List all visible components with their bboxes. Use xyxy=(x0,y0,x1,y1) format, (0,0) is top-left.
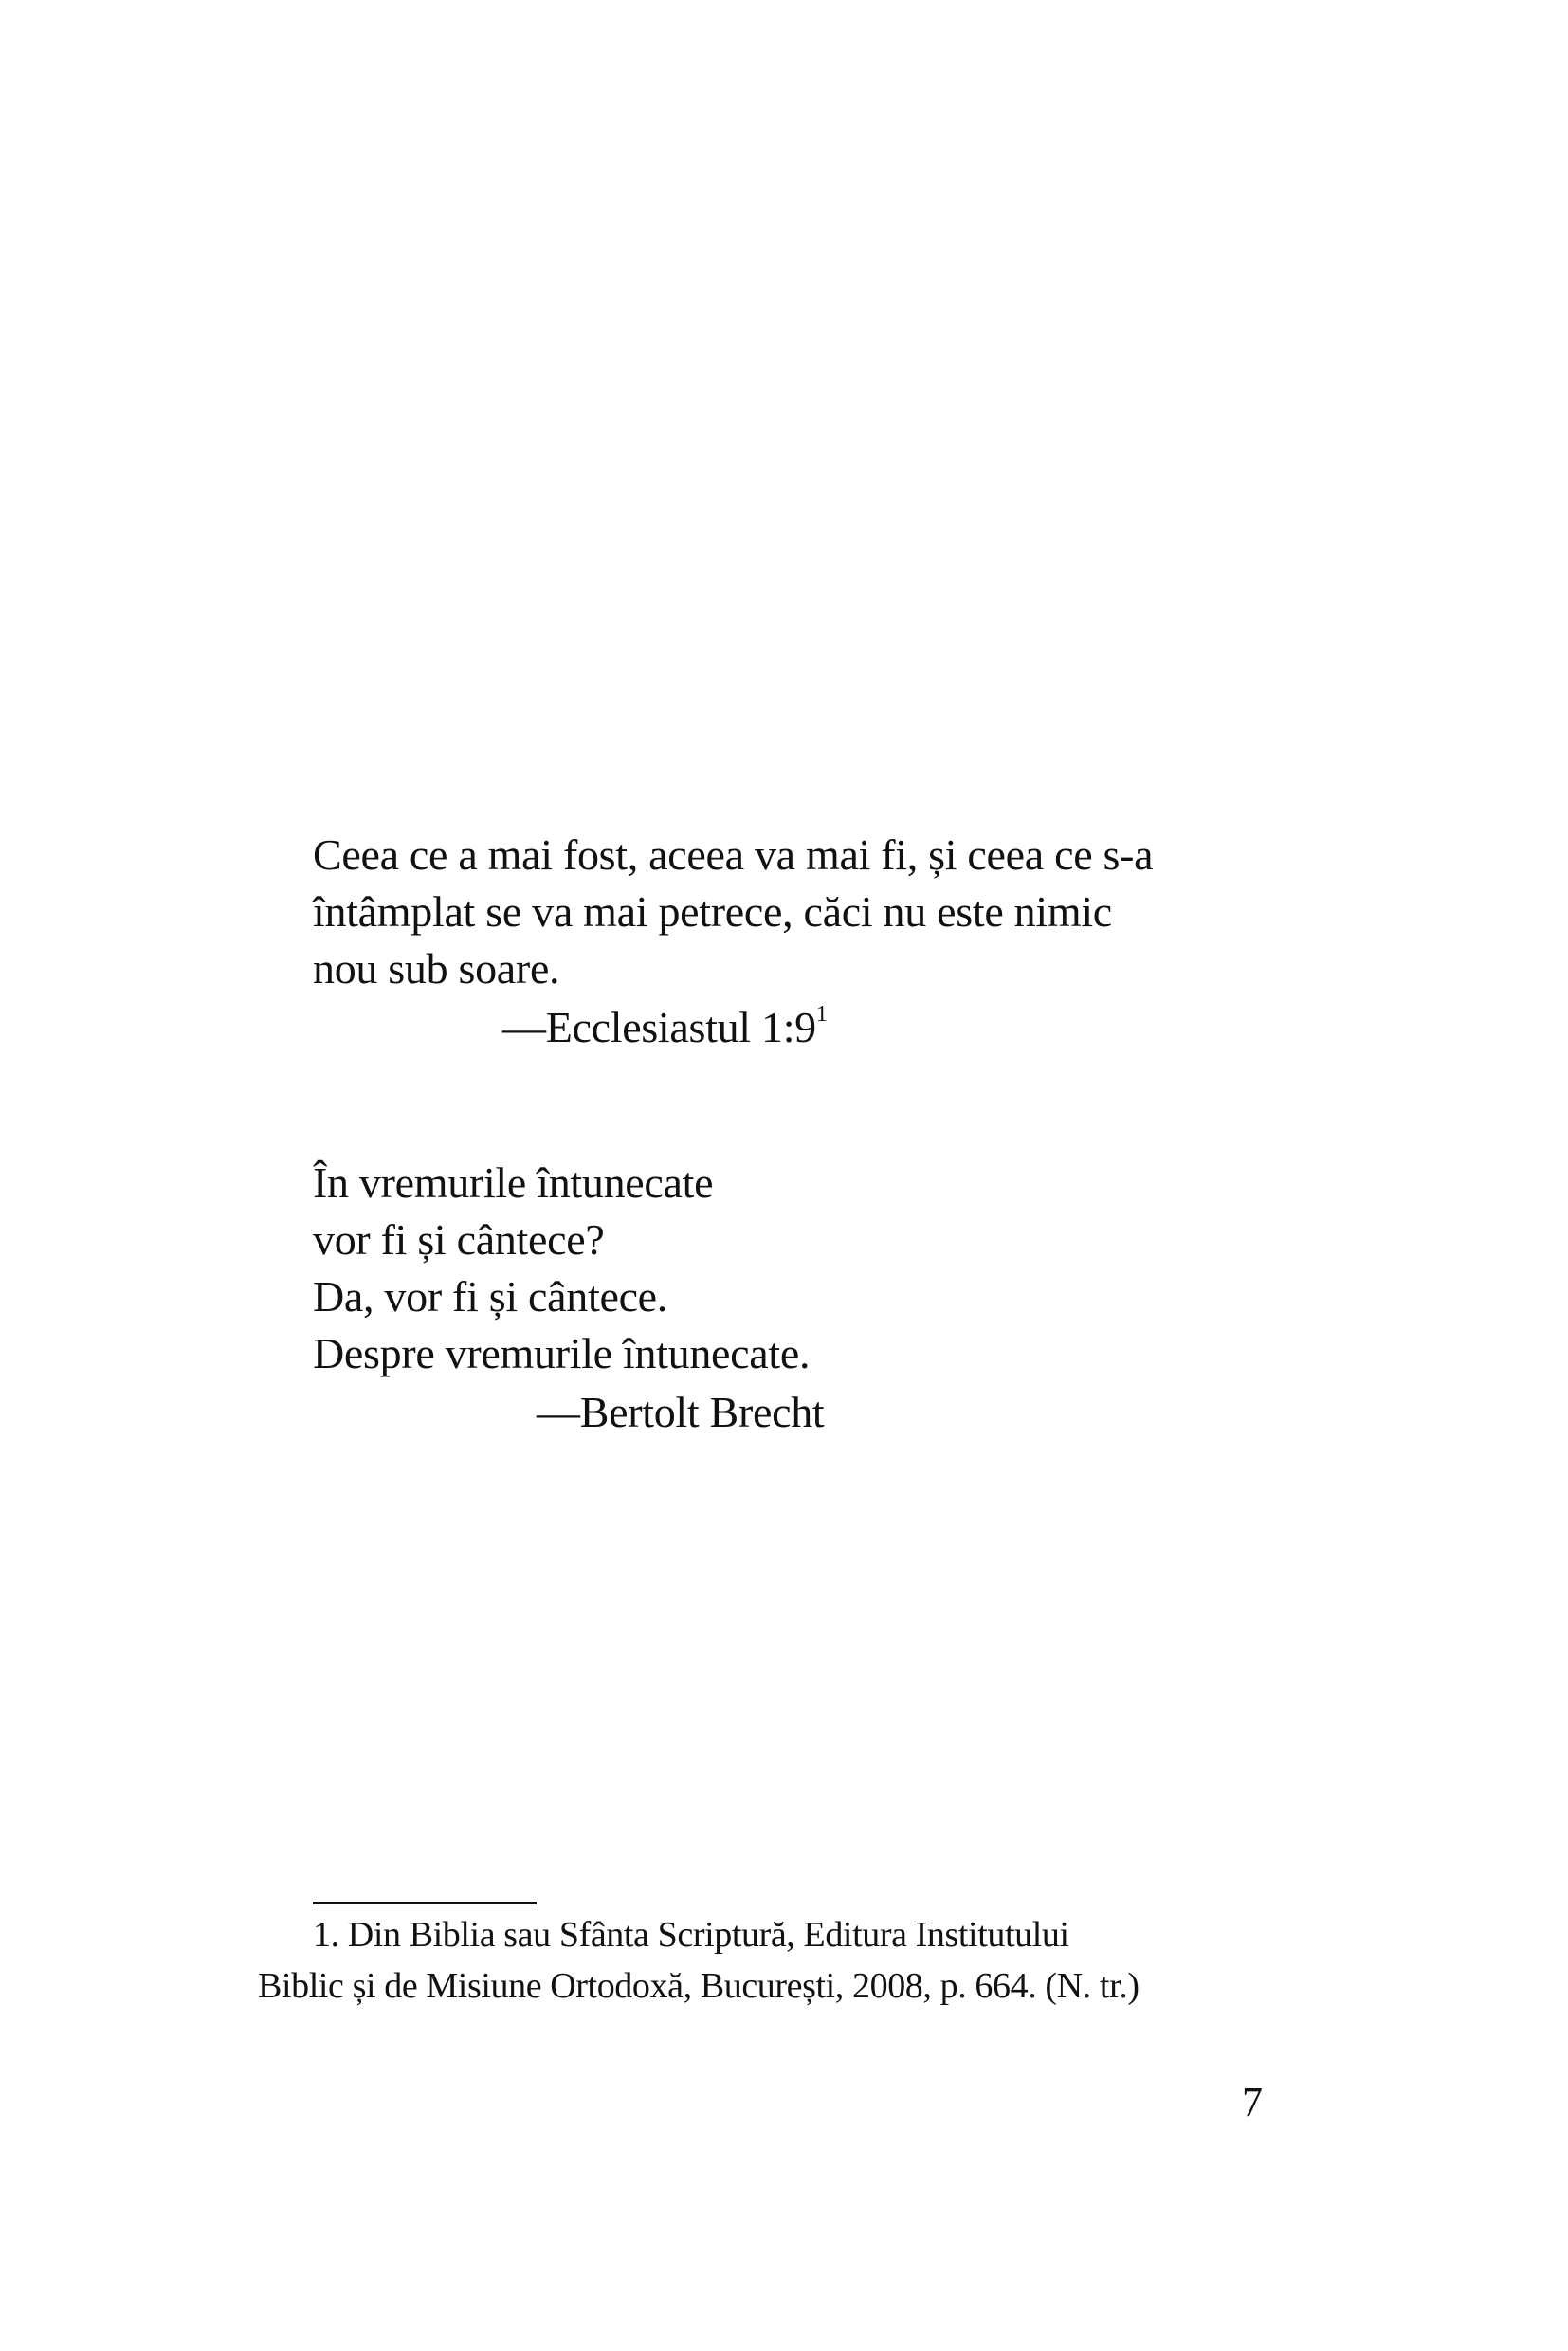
epigraph-line: În vremurile întunecate xyxy=(313,1158,714,1207)
epigraph-line: Da, vor fi și cântece. xyxy=(313,1272,668,1321)
epigraph-line: întâmplat se va mai petrece, căci nu este nimic xyxy=(313,887,1112,936)
attribution-text: —Ecclesiastul 1:9 xyxy=(502,1003,816,1051)
epigraph-attribution: —Bertolt Brecht xyxy=(537,1388,825,1436)
epigraph-line: nou sub soare. xyxy=(313,944,560,993)
footnote-marker: 1 xyxy=(815,1002,828,1027)
epigraph-brecht xyxy=(313,1155,1242,1441)
footnote-line: 1. Din Biblia sau Sfânta Scriptură, Editura Institutului xyxy=(313,1915,1069,1955)
epigraph-line: vor fi și cântece? xyxy=(313,1215,605,1264)
footnote-separator xyxy=(313,1902,537,1904)
page-number: 7 xyxy=(1242,2079,1263,2125)
footnote xyxy=(258,1909,1263,2012)
epigraph-attribution xyxy=(313,999,1242,1056)
footnote-line: Biblic și de Misiune Ortodoxă, București, 2008, p. 664. (N. tr.) xyxy=(258,1966,1140,2006)
epigraph-ecclesiastes xyxy=(313,827,1242,1056)
epigraph-line: Despre vremurile întunecate. xyxy=(313,1329,811,1377)
epigraph-line: Ceea ce a mai fost, aceea va mai fi, și ceea ce s-a xyxy=(313,830,1154,879)
